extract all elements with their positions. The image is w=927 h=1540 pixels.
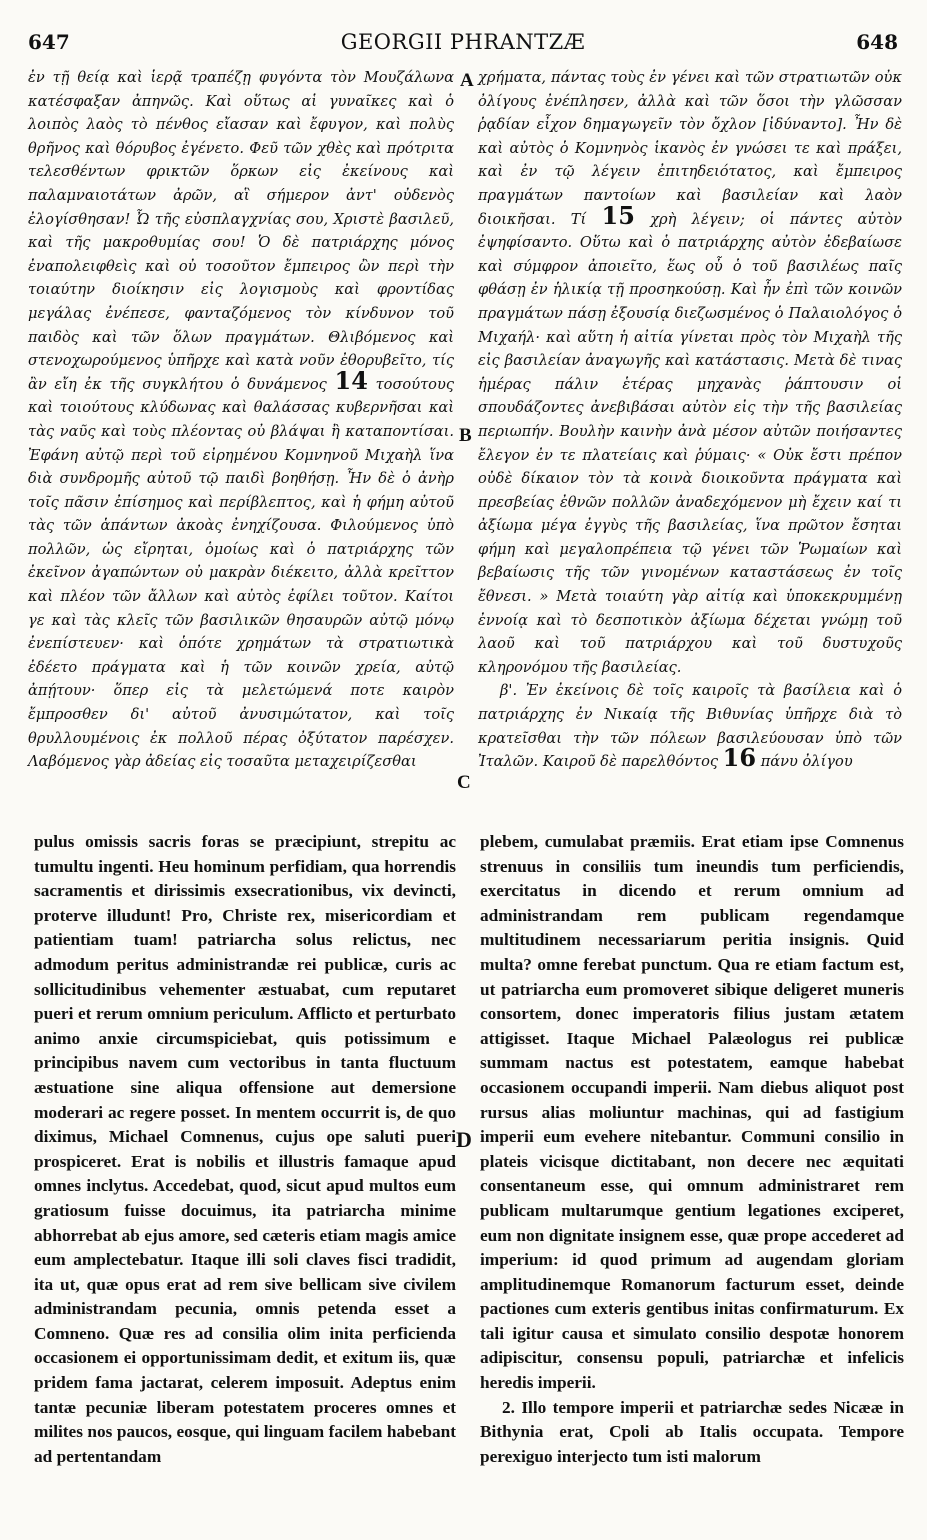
greek-column-left — [28, 66, 454, 774]
greek-right-paragraph-2 — [478, 679, 902, 773]
latin-left-paragraph: pulus omissis sacris foras se præcipiunt, strepitu ac tumultu ingenti. Heu hominum perfidiam, qua horrendis sacramentis et dirissimis exsecrationibus, vix devincti, proterve illudunt! Pro, Christe rex, misericordiam et patientiam tuam! patriarcha solus relictus, nec admodum peritus administrandæ rei publicæ, curis ac sollicitudinibus vehementer æstuabat, cum reputaret pueri et rerum omnium periculum. Afflicto et perturbato animo anxie circumspiciebat, quis potissimum e principibus navem cum vectoribus in tanta fluctuum æstuatione sine aliqua offensione aut demersione moderari ac regere posset. In mentem occurrit is, de quo diximus, Michael Comnenus, cujus ope saluti pueri prospiceret. Erat is nobilis et illustris famaque apud omnes inclytus. Accedebat, quod, sicut apud multos eum gratiosum fuisse docuimus, ita patriarcha minime abhorrebat ab ejus amore, sed cæteris etiam magis amice eum amplectebatur. Itaque illi soli claves fisci tradidit, ita ut, quæ opus erat ad rem sive bellicam sive civilem administrandam pecunia, omnis petenda esset a Comneno. Quæ res ad consilia olim inita perficienda occasionem ei opportunissimam dedit, et exitum iis, quæ pridem fama jactarat, celerem imposuit. Adeptus enim tantæ pecuniæ liberam potestatem proceres omnes et milites nos paucos, eosque, qui linguam facilem habebant ad pertentandam — [34, 832, 456, 1466]
latin-right-paragraph-2: 2. Illo tempore imperii et patriarchæ sedes Nicææ in Bithynia erat, Cpoli ab Italis occupata. Tempore perexiguo interjecto tum isti malorum — [480, 1397, 904, 1466]
greek-right-text-2b: πάνυ ὀλίγου — [760, 753, 853, 771]
greek-left-text-2: τοσούτους καὶ τοιούτους κλύδωνας καὶ θαλάσσας κυβερνῆσαι καὶ τὰς ναῦς καὶ τοὺς πλέοντας οὐ βλάψαι ἢ καταποντίσαι. Ἐφάνη αὐτῷ περὶ τοῦ εἰρημένου Κομνηνοῦ Μιχαὴλ ἵνα διὰ συνδρομῆς αὐτοῦ τῷ παιδὶ βοηθήσῃ. Ἦν δὲ ὁ ἀνὴρ τοῖς πᾶσιν ἐπίσημος καὶ περίβλεπτος, καὶ ἡ φήμη αὐτοῦ τὰς τῶν ἁπάντων ἀκοὰς ἐνηχίζουσα. Φιλούμενος ὑπὸ πολλῶν, ὡς εἴρηται, ὁμοίως καὶ ὁ πατριάρχης τῶν ἐκεῖνον ἀγαπώντων οὐ μακρὰν διέκειτο, ἀλλὰ κρεῖττον καὶ πλέον τῶν ἄλλων καὶ αὐτὸς ἐφίλει τοῦτον. Καίτοι γε καὶ τὰς κλεῖς τῶν βασιλικῶν θησαυρῶν αὐτῷ μόνῳ ἐνεπίστευεν· καὶ ὁπότε χρημάτων τὰ στρατιωτικὰ ἐδέετο πράγματα καὶ ἡ τῶν κοινῶν χρεία, αὐτῷ ἀπῄτουν· ὅπερ εἰς τὰ μελετώμενά ποτε καιρὸν ἔμπροσθεν δι' αὐτοῦ ἀνυσιμώτατον, καὶ τοῖς θρυλλουμένοις ἐκ πολλοῦ πέρας ὀξύτατον παρέσχεν. Λαβόμενος γὰρ ἀδείας εἰς τοσαῦτα μεταχειρίζεσθαι — [28, 375, 454, 771]
latin-right-paragraph-1: plebem, cumulabat præmiis. Erat etiam ipse Comnenus strenuus in consiliis tum ineundis tum perficiendis, exercitatus in dicendo et rerum omnium ad administrandam rem publicam regendamque multitudinem necessariarum peritia insignis. Quid multa? omne ferebat punctum. Qua re etiam factum est, ut patriarcha eum promoveret sibique deligeret muneris consortem, donec imperatoris filius justam ætatem attigisset. Itaque Michael Palæologus rei publicæ summam nactus est potestatem, eamque habebat occasionem occupandi imperii. Nam diebus aliquot post rursus alias moliuntur machinas, qui ad fastigium imperii eum evehere nitebantur. Communi consilio in plateis vicisque dictitabant, non decere nec æquitati consentaneum esse, qui omnum administraret rem publicam multarumque gentium legationes exciperet, eum non dignitate insignem esse, quæ prope accederet ad imperium: id quod primum ad augendam gloriam amplitudinemque Romanorum facturum esset, deinde pactiones cum exteris gentibus initas confirmaturum. Ex tali igitur causa et simulato consilio despotæ honorem adipiscitur, consensu populi, patriarchæ et infelicis heredis imperii. — [480, 832, 904, 1393]
running-head: GEORGII PHRANTZÆ — [340, 30, 586, 54]
section-number-16: 16 — [722, 743, 757, 773]
greek-right-text-1a: χρήματα, πάντας τοὺς ἐν γένει καὶ τῶν στρατιωτῶν οὐκ ὀλίγους ἐνέπλησεν, ἀλλὰ καὶ τῶν ὅσοι τὴν γλῶσσαν ῥᾳδίαν εἶχον δημαγωγεῖν τὸν ὄχλον [ἰδύναντο]. Ἦν δὲ καὶ αὐτὸς ὁ Κομνηνὸς ἱκανὸς ἐν γνώσει τε καὶ πράξει, καὶ ἐν τῷ λέγειν ἐπιτηδειότατος, καὶ ἔμπειρος πραγμάτων παντοίων καὶ βασιλείαν καὶ λαὸν διοικῆσαι. Τί — [478, 69, 902, 228]
greek-left-paragraph — [28, 66, 454, 774]
greek-left-text-1: ἐν τῇ θείᾳ καὶ ἱερᾷ τραπέζῃ φυγόντα τὸν Μουζάλωνα κατέσφαξαν ἀπηνῶς. Καὶ οὕτως αἱ γυναῖκες καὶ ὁ λοιπὸς λαὸς τὸ πένθος εἴασαν καὶ ἔφυγον, καὶ πολὺς θρῆνος καὶ θόρυβος ἐγένετο. Φεῦ τῶν χθὲς καὶ πρότριτα τελεσθέντων φρικτῶν ὅρκων εἰς ἐκείνους καὶ παλαμναιοτάτων ἀρῶν, αἳ σήμερον ἀντ' οὐδενὸς ἐλογίσθησαν! Ὦ τῆς εὐσπλαγχνίας σου, Χριστὲ βασιλεῦ, καὶ τῆς μακροθυμίας σου! Ὁ δὲ πατριάρχης μόνος ἐναπολειφθεὶς καὶ οὐ τοσοῦτον ἔμπειρος ὢν περὶ τὴν τοιαύτην διοίκησιν εἰς λογισμοὺς καὶ φροντίδας μεγάλας ἐνέπεσε, φανταζόμενος τὸν κίνδυνον τοῦ παιδὸς καὶ τῶν ὅλων πραγμάτων. Θλιβόμενος καὶ στενοχωρούμενος ὑπῆρχε καὶ κατὰ νοῦν ἐθορυβεῖτο, τίς ἂν εἴη ἐκ τῆς συγκλήτου ὁ δυνάμενος — [28, 69, 454, 393]
section-number-14: 14 — [334, 365, 368, 395]
greek-right-paragraph-1 — [478, 66, 902, 679]
margin-marker-d: D — [456, 1127, 472, 1152]
latin-column-left — [34, 830, 456, 1469]
margin-marker-c: C — [457, 772, 471, 793]
greek-column-right — [478, 66, 902, 774]
greek-right-text-2a: β'. Ἐν ἐκείνοις δὲ τοῖς καιροῖς τὰ βασίλεια καὶ ὁ πατριάρχης ἐν Νικαίᾳ τῆς Βιθυνίας ὑπῆρχε διὰ τὸ κρατεῖσθαι τὴν τῶν πόλεων βασιλεύουσαν ὑπὸ τῶν Ἰταλῶν. Καιροῦ δὲ παρελθόντος — [478, 682, 902, 771]
greek-right-text-1b: χρὴ λέγειν; οἱ πάντες αὐτὸν ἐψηφίσαντο. Οὕτω καὶ ὁ πατριάρχης αὐτὸν ἐδεβαίωσε καὶ σύμφρον ἀποιεῖτο, ἕως οὗ ὁ τοῦ βασιλέως παῖς φθάσῃ ἐν ἡλικίᾳ τῇ προσηκούσῃ. Καὶ ἦν ἐπὶ τῶν κοινῶν πραγμάτων πάσῃ ἐξουσίᾳ διεζωσμένος ὁ Παλαιολόγος ὁ Μιχαήλ· καὶ αὕτη ἡ αἰτία γίνεται πρὸς τὸν Μιχαὴλ τῆς εἰς βασιλείαν ἀναγωγῆς καὶ κατάστασις. Μετὰ δὲ τινας ἡμέρας πάλιν ἑτέρας μηχανὰς ῥάπτουσιν οἱ σπουδάζοντες ἀνεβιβάσαι αὐτὸν εἰς τὴν τῆς βασιλείας περιωπήν. Βουλὴν καινὴν ἀνὰ μέσον αὐτῶν ποιήσαντες ἔλεγον ἐν τε πλατείαις καὶ ῥύμαις· « Οὐκ ἔστι πρέπον οὐδὲ δίκαιον τὸν τὰ κοινὰ διοικοῦντα πράγματα καὶ πρεσβείας ἐθνῶν πολλῶν ἀναδεχόμενον μὴ ἔχειν καί τι ἀξίωμα μέγα ἐγγὺς τῆς βασιλείας, ἵνα πρῶτον ἔσηται φήμη καὶ μεγαλοπρέπεια τῷ γένει τῶν Ῥωμαίων καὶ βεβαίωσις τῆς τῶν γινομένων καταστάσεως ἐν τοῖς ἔθνεσι. » Μετὰ τοιαύτη γὰρ αἰτίᾳ καὶ ὑποκεκρυμμένῃ ἐννοίᾳ καὶ τὸ δεσποτικὸν ἀξίωμα δέχεται γνώμῃ τοῦ λαοῦ καὶ τοῦ πατριάρχου καὶ τοῦ δυστυχοῦς κληρονόμου τῆς βασιλείας. — [478, 210, 903, 676]
page-number-left: 647 — [28, 30, 70, 54]
margin-marker-a: A — [460, 70, 474, 91]
latin-column-right — [480, 830, 904, 1469]
section-number-15: 15 — [601, 200, 635, 230]
margin-marker-b: B — [459, 425, 472, 446]
page-header — [28, 30, 898, 62]
page-number-right: 648 — [856, 30, 898, 54]
